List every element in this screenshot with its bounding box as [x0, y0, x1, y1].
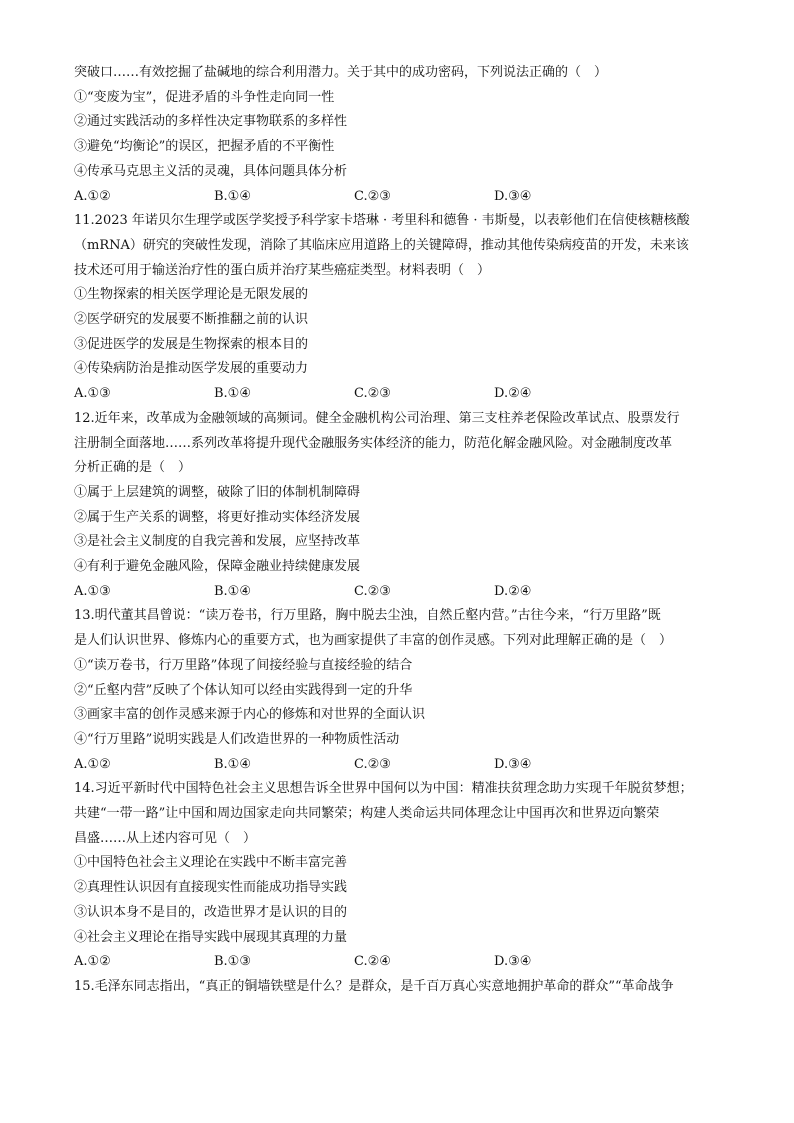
statement-line: ③促进医学的发展是生物探索的根本目的 [74, 336, 309, 352]
statement-line: ③是社会主义制度的自我完善和发展，应坚持改革 [74, 534, 361, 550]
answer-option[interactable]: A.①② [74, 954, 111, 970]
answer-option[interactable]: B.①④ [214, 386, 251, 402]
statement-line: ①属于上层建筑的调整，破除了旧的体制机制障碍 [74, 484, 361, 500]
answer-option[interactable]: D.③④ [494, 756, 532, 772]
options-row [74, 583, 734, 601]
answer-option[interactable]: C.②③ [354, 756, 391, 772]
question-stem-line: 14.习近平新时代中国特色社会主义思想告诉全世界中国何以为中国：精准扶贫理念助力实现千年脱贫梦想； [74, 781, 693, 797]
question-stem-line: 是人们认识世界、修炼内心的重要方式，也为画家提供了丰富的创作灵感。下列对此理解正确的是（ ） [74, 633, 673, 649]
statement-line: ③画家丰富的创作灵感来源于内心的修炼和对世界的全面认识 [74, 707, 426, 723]
question-stem-line: 昌盛……从上述内容可见（ ） [74, 830, 257, 846]
statement-line: ④传承马克思主义活的灵魂，具体问题具体分析 [74, 163, 348, 179]
question-stem-line: 共建“一带一路”让中国和周边国家走向共同繁荣；构建人类命运共同体理念让中国再次和世界迈向繁荣 [74, 806, 660, 821]
statement-line: ④社会主义理论在指导实践中展现其真理的力量 [74, 929, 348, 945]
answer-option[interactable]: D.③④ [494, 954, 532, 970]
question-stem-line: 13.明代董其昌曾说：“读万卷书，行万里路，胸中脱去尘浊，自然丘壑内营。”古往今来，“行万里路”既 [74, 608, 661, 624]
statement-line: ②医学研究的发展要不断推翻之前的认识 [74, 312, 309, 327]
answer-option[interactable]: C.②③ [354, 583, 391, 599]
question-stem-line: 注册制全面落地……系列改革将提升现代金融服务实体经济的能力，防范化解金融风险。对金融制度改革 [74, 435, 673, 451]
statement-line: ①“读万卷书，行万里路”体现了间接经验与直接经验的结合 [74, 657, 413, 673]
answer-option[interactable]: C.②③ [354, 386, 391, 402]
statement-line: ③避免“均衡论”的误区，把握矛盾的不平衡性 [74, 139, 335, 155]
statement-line: ④有利于避免金融风险，保障金融业持续健康发展 [74, 559, 361, 574]
statement-line: ④“行万里路”说明实践是人们改造世界的一种物质性活动 [74, 731, 400, 747]
question-stem-line: 11.2023 年诺贝尔生理学或医学奖授予科学家卡塔琳 · 考里科和德鲁 · 韦斯曼，以表彰他们在信使核糖核酸 [74, 213, 690, 229]
answer-option[interactable]: A.①② [74, 188, 111, 204]
question-stem-line: （mRNA）研究的突破性发现，消除了其临床应用道路上的关键障碍，推动其他传染病疫苗的开发，未来该 [74, 237, 689, 253]
statement-line: ②属于生产关系的调整，将更好推动实体经济发展 [74, 509, 361, 525]
statement-line: ③认识本身不是目的，改造世界才是认识的目的 [74, 904, 348, 920]
statement-line: ④传染病防治是推动医学发展的重要动力 [74, 361, 309, 377]
statement-line: ②真理性认识因有直接现实性而能成功指导实践 [74, 880, 348, 896]
answer-option[interactable]: B.①④ [214, 756, 251, 772]
answer-option[interactable]: A.①③ [74, 386, 111, 402]
statement-line: ②“丘壑内营”反映了个体认知可以经由实践得到一定的升华 [74, 682, 413, 698]
answer-option[interactable]: D.②④ [494, 386, 532, 402]
answer-option[interactable]: D.③④ [494, 188, 532, 204]
statement-line: ①“变废为宝”，促进矛盾的斗争性走向同一性 [74, 89, 335, 105]
answer-option[interactable]: C.②④ [354, 954, 391, 970]
options-row [74, 756, 734, 774]
question-stem-line: 突破口……有效挖掘了盐碱地的综合利用潜力。关于其中的成功密码，下列说法正确的（ ） [74, 65, 608, 80]
answer-option[interactable]: C.②③ [354, 188, 391, 204]
answer-option[interactable]: A.①② [74, 756, 111, 772]
answer-option[interactable]: B.①④ [214, 583, 251, 599]
options-row [74, 188, 734, 206]
answer-option[interactable]: D.②④ [494, 583, 532, 599]
question-stem-line: 12.近年来，改革成为金融领域的高频词。健全金融机构公司治理、第三支柱养老保险改革试点、股票发行 [74, 410, 680, 426]
answer-option[interactable]: B.①④ [214, 188, 251, 204]
statement-line: ①生物探索的相关医学理论是无限发展的 [74, 287, 309, 303]
options-row [74, 953, 734, 971]
answer-option[interactable]: A.①③ [74, 583, 111, 599]
question-stem-line: 技术还可用于输送治疗性的蛋白质并治疗某些癌症类型。材料表明（ ） [74, 262, 491, 278]
question-stem-line: 15.毛泽东同志指出，“真正的铜墙铁壁是什么？是群众，是千百万真心实意地拥护革命的群众”“革命战争 [74, 978, 674, 994]
answer-option[interactable]: B.①③ [214, 954, 251, 970]
question-stem-line: 分析正确的是（ ） [74, 460, 192, 476]
statement-line: ②通过实践活动的多样性决定事物联系的多样性 [74, 114, 348, 130]
statement-line: ①中国特色社会主义理论在实践中不断丰富完善 [74, 855, 348, 871]
options-row [74, 385, 734, 403]
